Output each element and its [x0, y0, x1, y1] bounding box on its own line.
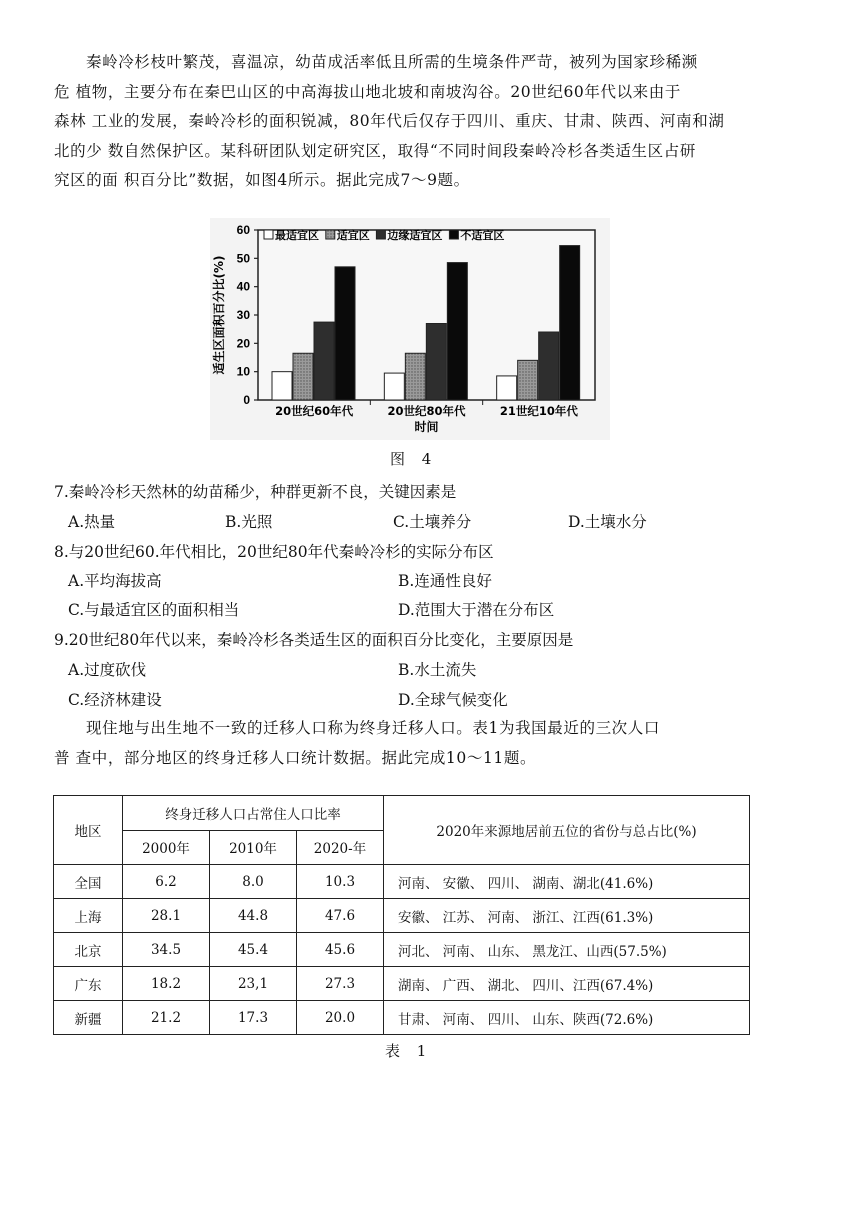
bar	[314, 322, 334, 400]
intro2-line: 现住地与出生地不一致的迁移人口称为终身迁移人口。表1为我国最近的三次人口	[86, 719, 660, 737]
legend-swatch	[376, 230, 385, 239]
cell-2010: 45.4	[210, 933, 297, 967]
cell-2010: 8.0	[210, 865, 297, 899]
cell-2020: 20.0	[297, 1001, 384, 1035]
cell-2000: 34.5	[123, 933, 210, 967]
bar	[335, 267, 355, 400]
question-8-option-d: D.范围大于潜在分布区	[398, 601, 555, 619]
intro-line: 危 植物，主要分布在秦巴山区的中高海拔山地北坡和南坡沟谷。20世纪60年代以来由于	[54, 82, 681, 101]
intro2-paragraph	[54, 714, 754, 773]
intro-line: 森林 工业的发展，秦岭冷杉的面积锐减，80年代后仅存于四川、重庆、甘肃、陕西、河南和湖	[54, 112, 725, 130]
y-tick-label: 30	[236, 308, 250, 322]
cell-2010: 23,1	[210, 967, 297, 1001]
cell-region: 全国	[54, 865, 123, 899]
question-7-option-d: D.土壤水分	[568, 513, 647, 531]
question-7-option-c: C.土壤养分	[393, 513, 472, 531]
header-region: 地区	[54, 796, 123, 865]
y-tick-label: 50	[236, 251, 250, 266]
cell-region: 新疆	[54, 1001, 123, 1035]
bar	[384, 373, 404, 400]
cell-2020: 27.3	[297, 967, 384, 1001]
question-9-option-a: A.过度砍伐	[68, 661, 147, 679]
header-year-2000: 2000年	[123, 830, 210, 865]
cell-2010: 17.3	[210, 1001, 297, 1035]
question-7-stem: 7.秦岭冷杉天然林的幼苗稀少，种群更新不良，关键因素是	[54, 483, 457, 501]
bar	[293, 353, 313, 400]
cell-source: 河北、 河南、 山东、 黑龙江、山西(57.5%)	[384, 933, 750, 967]
legend-label: 边缘适宜区	[387, 229, 443, 242]
legend-swatch	[449, 230, 458, 239]
y-tick-label: 60	[236, 223, 250, 237]
legend-swatch	[264, 230, 273, 239]
question-7-option-a: A.热量	[68, 513, 116, 531]
y-tick-label: 10	[236, 364, 250, 379]
table-caption: 表 1	[385, 1042, 433, 1060]
x-tick-label: 20世纪60年代	[275, 404, 354, 418]
question-8-option-b: B.连通性良好	[398, 572, 492, 590]
intro-line: 北的少 数自然保护区。某科研团队划定研究区，取得“不同时间段秦岭冷杉各类适生区占研	[54, 141, 696, 160]
bar-chart	[210, 218, 610, 440]
bar	[426, 324, 446, 401]
bar	[447, 263, 467, 400]
cell-2000: 6.2	[123, 865, 210, 899]
cell-source: 安徽、 江苏、 河南、 浙江、江西(61.3%)	[384, 899, 750, 933]
bar	[518, 360, 538, 400]
cell-2010: 44.8	[210, 899, 297, 933]
y-tick-label: 40	[236, 279, 250, 294]
question-9-stem: 9.20世纪80年代以来，秦岭冷杉各类适生区的面积百分比变化，主要原因是	[54, 631, 574, 649]
cell-source: 甘肃、 河南、 四川、 山东、陕西(72.6%)	[384, 1001, 750, 1035]
cell-source: 河南、 安徽、 四川、 湖南、湖北(41.6%)	[384, 865, 750, 899]
cell-2020: 10.3	[297, 865, 384, 899]
figure-caption: 图 4	[390, 450, 438, 468]
bar	[272, 372, 292, 400]
cell-source: 湖南、 广西、 湖北、 四川、江西(67.4%)	[384, 967, 750, 1001]
bar	[497, 376, 517, 400]
question-8-stem: 8.与20世纪60.年代相比，20世纪80年代秦岭冷杉的实际分布区	[54, 543, 494, 561]
figure-4-chart	[210, 218, 610, 440]
bar	[539, 332, 559, 400]
question-9-option-d: D.全球气候变化	[398, 691, 508, 709]
legend-label: 不适宜区	[460, 229, 505, 242]
question-9-option-b: B.水土流失	[398, 661, 477, 679]
table-row	[54, 1001, 750, 1035]
question-7-option-b: B.光照	[225, 513, 273, 531]
cell-2000: 18.2	[123, 967, 210, 1001]
x-axis-label: 时间	[414, 420, 439, 434]
legend-label: 适宜区	[336, 229, 370, 242]
table-1	[53, 795, 750, 1035]
header-source: 2020年来源地居前五位的省份与总占比(%)	[384, 796, 750, 865]
question-8-option-c: C.与最适宜区的面积相当	[68, 601, 240, 619]
table-row	[54, 967, 750, 1001]
x-tick-label: 21世纪10年代	[499, 404, 578, 418]
question-8-option-a: A.平均海拔高	[68, 572, 162, 590]
legend-swatch	[326, 230, 335, 239]
header-year-2010: 2010年	[210, 830, 297, 865]
y-tick-label: 0	[243, 393, 250, 407]
header-year-2020: 2020-年	[297, 830, 384, 865]
cell-region: 上海	[54, 899, 123, 933]
intro-line: 秦岭冷杉枝叶繁茂，喜温凉，幼苗成活率低且所需的生境条件严苛，被列为国家珍稀濒	[86, 53, 698, 71]
bar	[560, 246, 580, 400]
table-row	[54, 899, 750, 933]
y-axis-label: 适生区面积百分比(%)	[212, 255, 226, 375]
cell-2000: 28.1	[123, 899, 210, 933]
cell-region: 北京	[54, 933, 123, 967]
table-row	[54, 933, 750, 967]
cell-2000: 21.2	[123, 1001, 210, 1035]
intro2-line: 普 查中，部分地区的终身迁移人口统计数据。据此完成10～11题。	[54, 748, 537, 767]
y-tick-label: 20	[236, 336, 250, 351]
x-tick-label: 20世纪80年代	[387, 404, 466, 418]
bar	[405, 353, 425, 400]
intro-line: 究区的面 积百分比”数据，如图4所示。据此完成7～9题。	[54, 171, 470, 189]
header-ratio: 终身迁移人口占常住人口比率	[123, 796, 384, 831]
question-9-option-c: C.经济林建设	[68, 691, 162, 709]
table-row	[54, 865, 750, 899]
cell-2020: 47.6	[297, 899, 384, 933]
intro-paragraph	[54, 48, 754, 196]
legend-label: 最适宜区	[275, 229, 319, 242]
cell-region: 广东	[54, 967, 123, 1001]
cell-2020: 45.6	[297, 933, 384, 967]
